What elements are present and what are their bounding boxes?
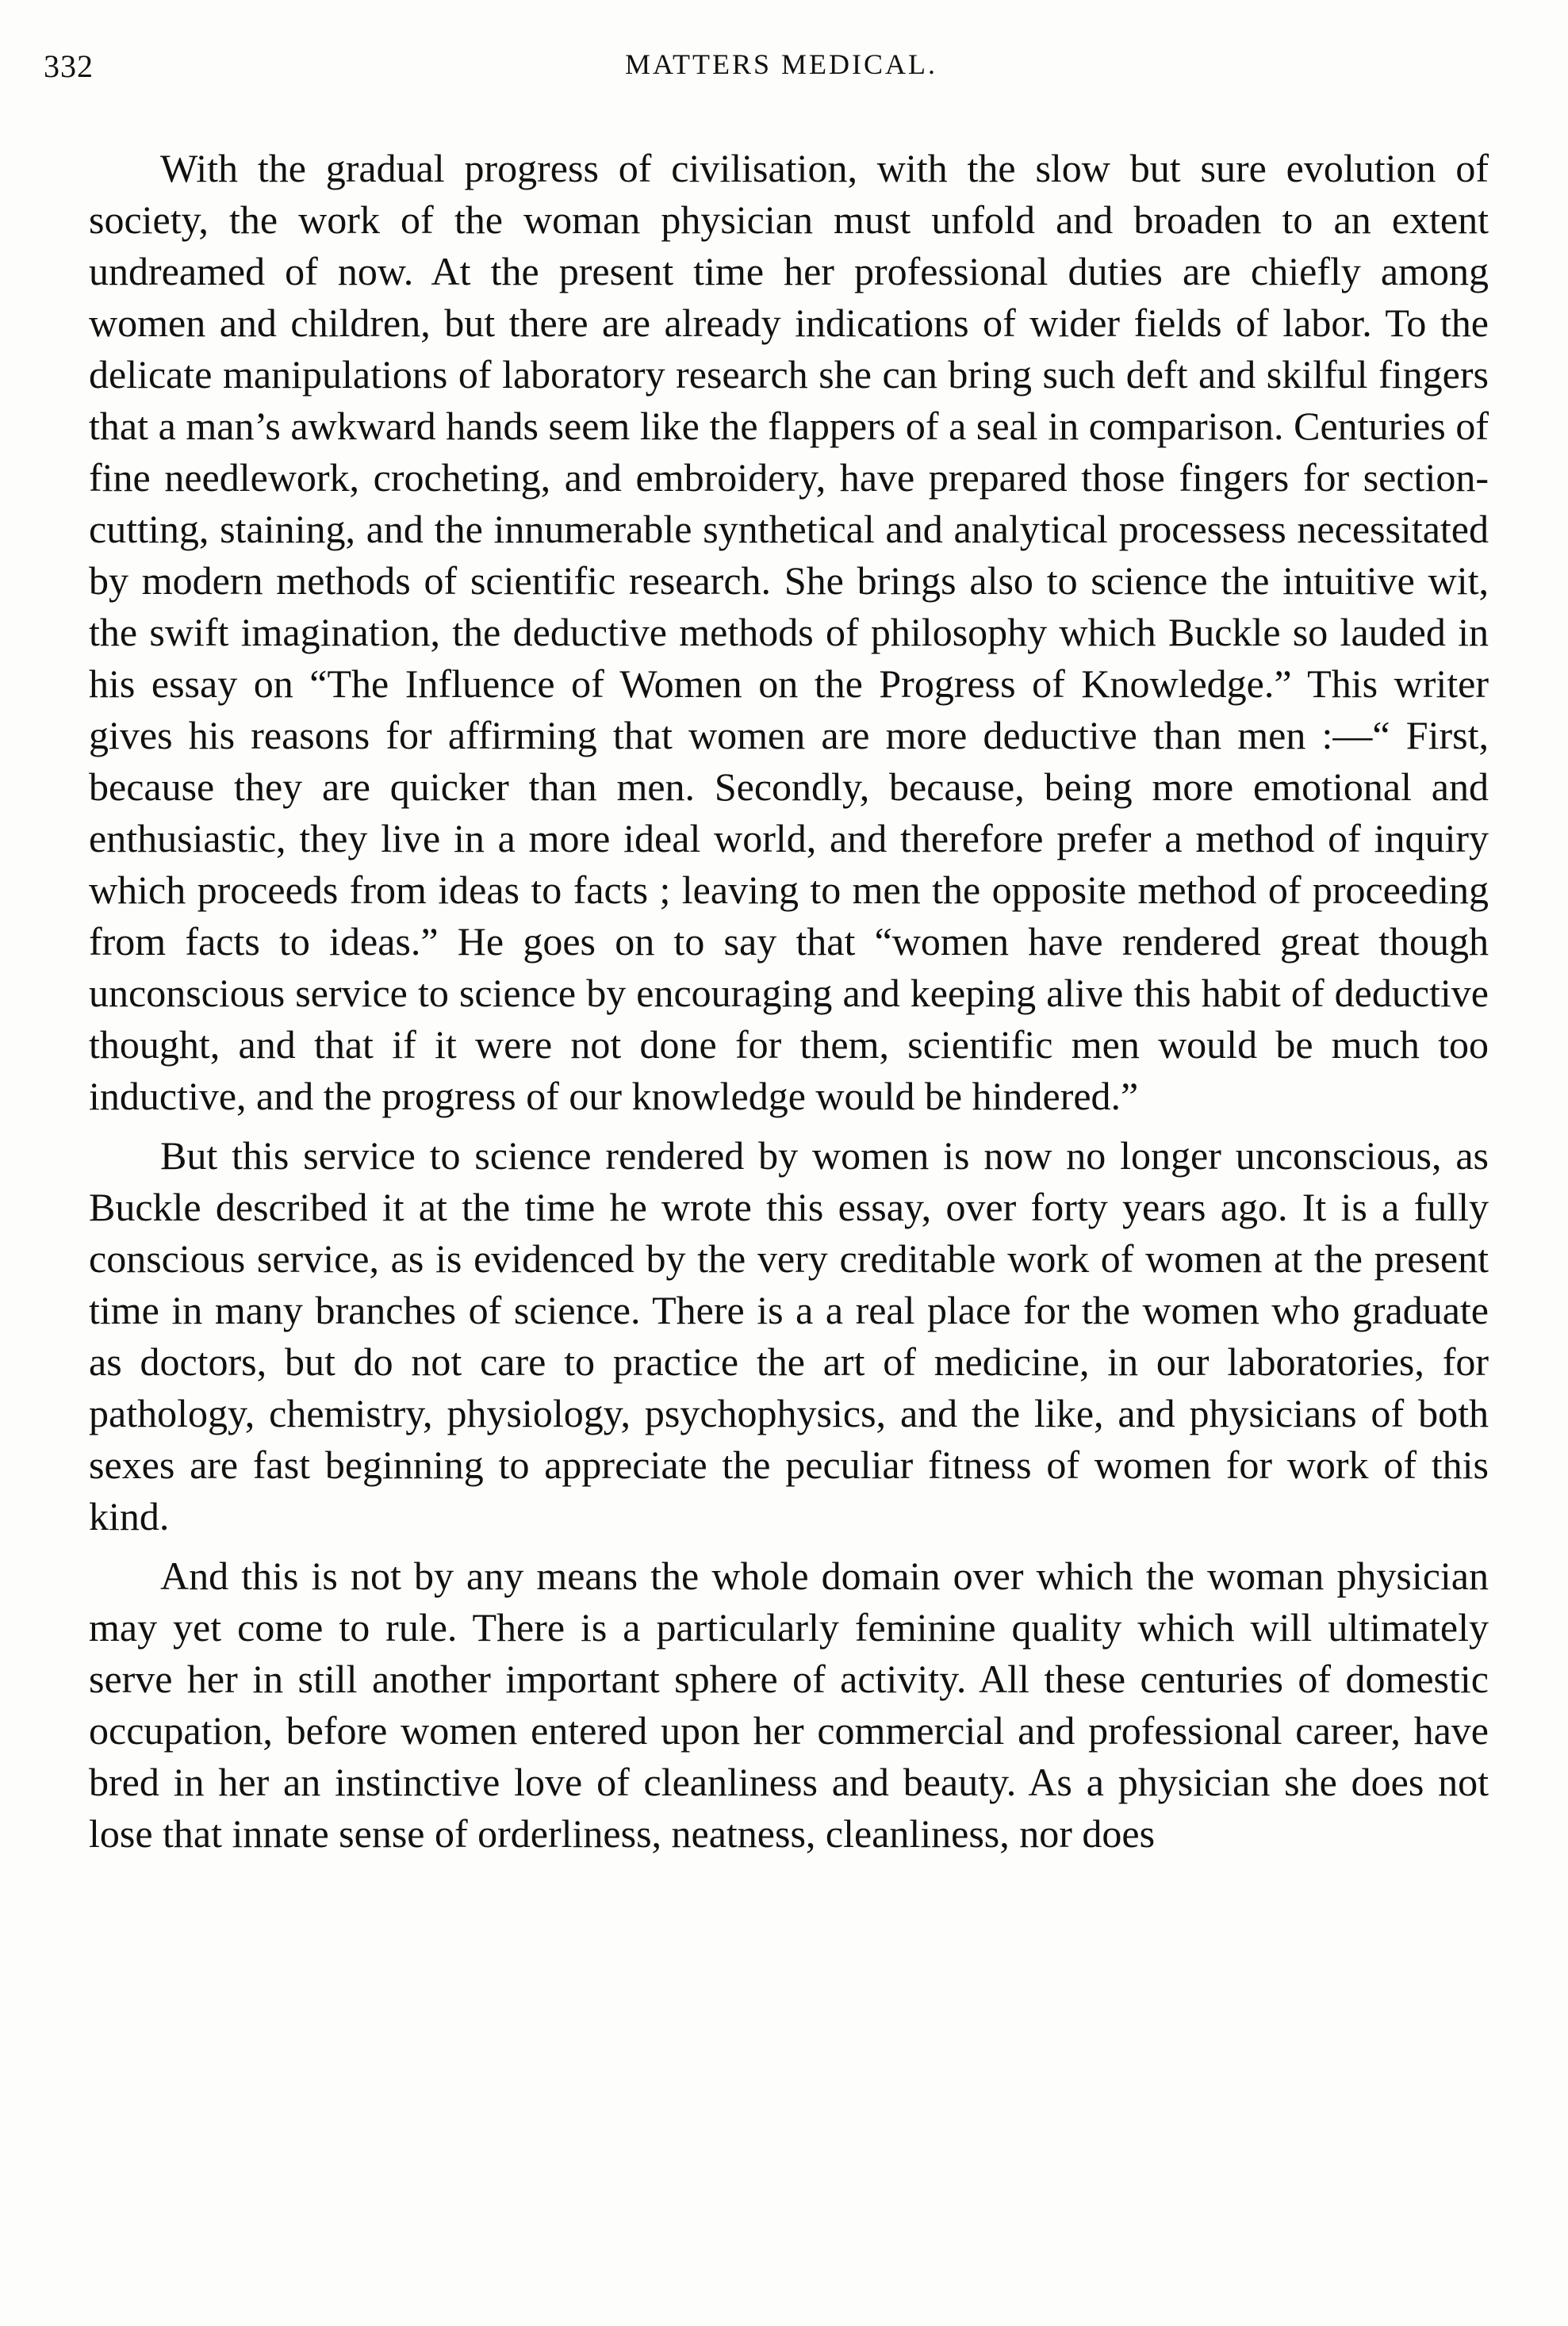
page-number: 332 xyxy=(44,48,94,84)
paragraph-3: And this is not by any means the whole domain over which the woman physician may yet come to rule. There is a particularly feminine quality which will ultimately serve her in still another important sphere of activity. All these centuries of domestic occupation, before women entered upon her commercial and professional career, have bred in her an instinctive love of cleanliness and beauty. As a physician she does not lose that innate sense of orderliness, neatness, cleanliness, nor does xyxy=(89,1554,1489,1856)
body-text xyxy=(89,143,1489,1860)
running-head xyxy=(44,48,1519,95)
running-title: MATTERS MEDICAL. xyxy=(624,48,937,80)
paragraph-1: With the gradual progress of civilisation, with the slow but sure evolution of society, the work of the woman physician must unfold and broaden to an extent undreamed of now. At the present time her professional duties are chiefly among women and children, but there are already indications of wider fields of labor. To the delicate manipulations of laboratory research she can bring such deft and skilful fingers that a man’s awkward hands seem like the flappers of a seal in comparison. Centuries of fine needlework, crocheting, and embroidery, have prepared those fingers for section-cutting, staining, and the innumerable synthetical and analytical processess necessitated by modern methods of scientific research. She brings also to science the intuitive wit, the swift imagination, the deductive methods of philosophy which Buckle so lauded in his essay on “The Influence of Women on the Progress of Knowledge.” This writer gives his reasons for affirming that women are more deductive than men :—“ First, because they are quicker than men. Secondly, because, being more emotional and enthusiastic, they live in a more ideal world, and therefore prefer a method of inquiry which proceeds from ideas to facts ; leaving to men the opposite method of proceeding from facts to ideas.” He goes on to say that “women have rendered great though unconscious service to science by encouraging and keeping alive this habit of deductive thought, and that if it were not done for them, scientific men would be much too inductive, and the progress of our knowledge would be hindered.” xyxy=(89,146,1489,1118)
paragraph-2: But this service to science rendered by women is now no longer unconscious, as Buckle described it at the time he wrote this essay, over forty years ago. It is a fully conscious service, as is evidenced by the very creditable work of women at the present time in many branches of science. There is a a real place for the women who graduate as doctors, but do not care to practice the art of medicine, in our laboratories, for pathology, chemistry, physiology, psychophysics, and the like, and physicians of both sexes are fast beginning to appreciate the peculiar fitness of women for work of this kind. xyxy=(89,1133,1489,1539)
